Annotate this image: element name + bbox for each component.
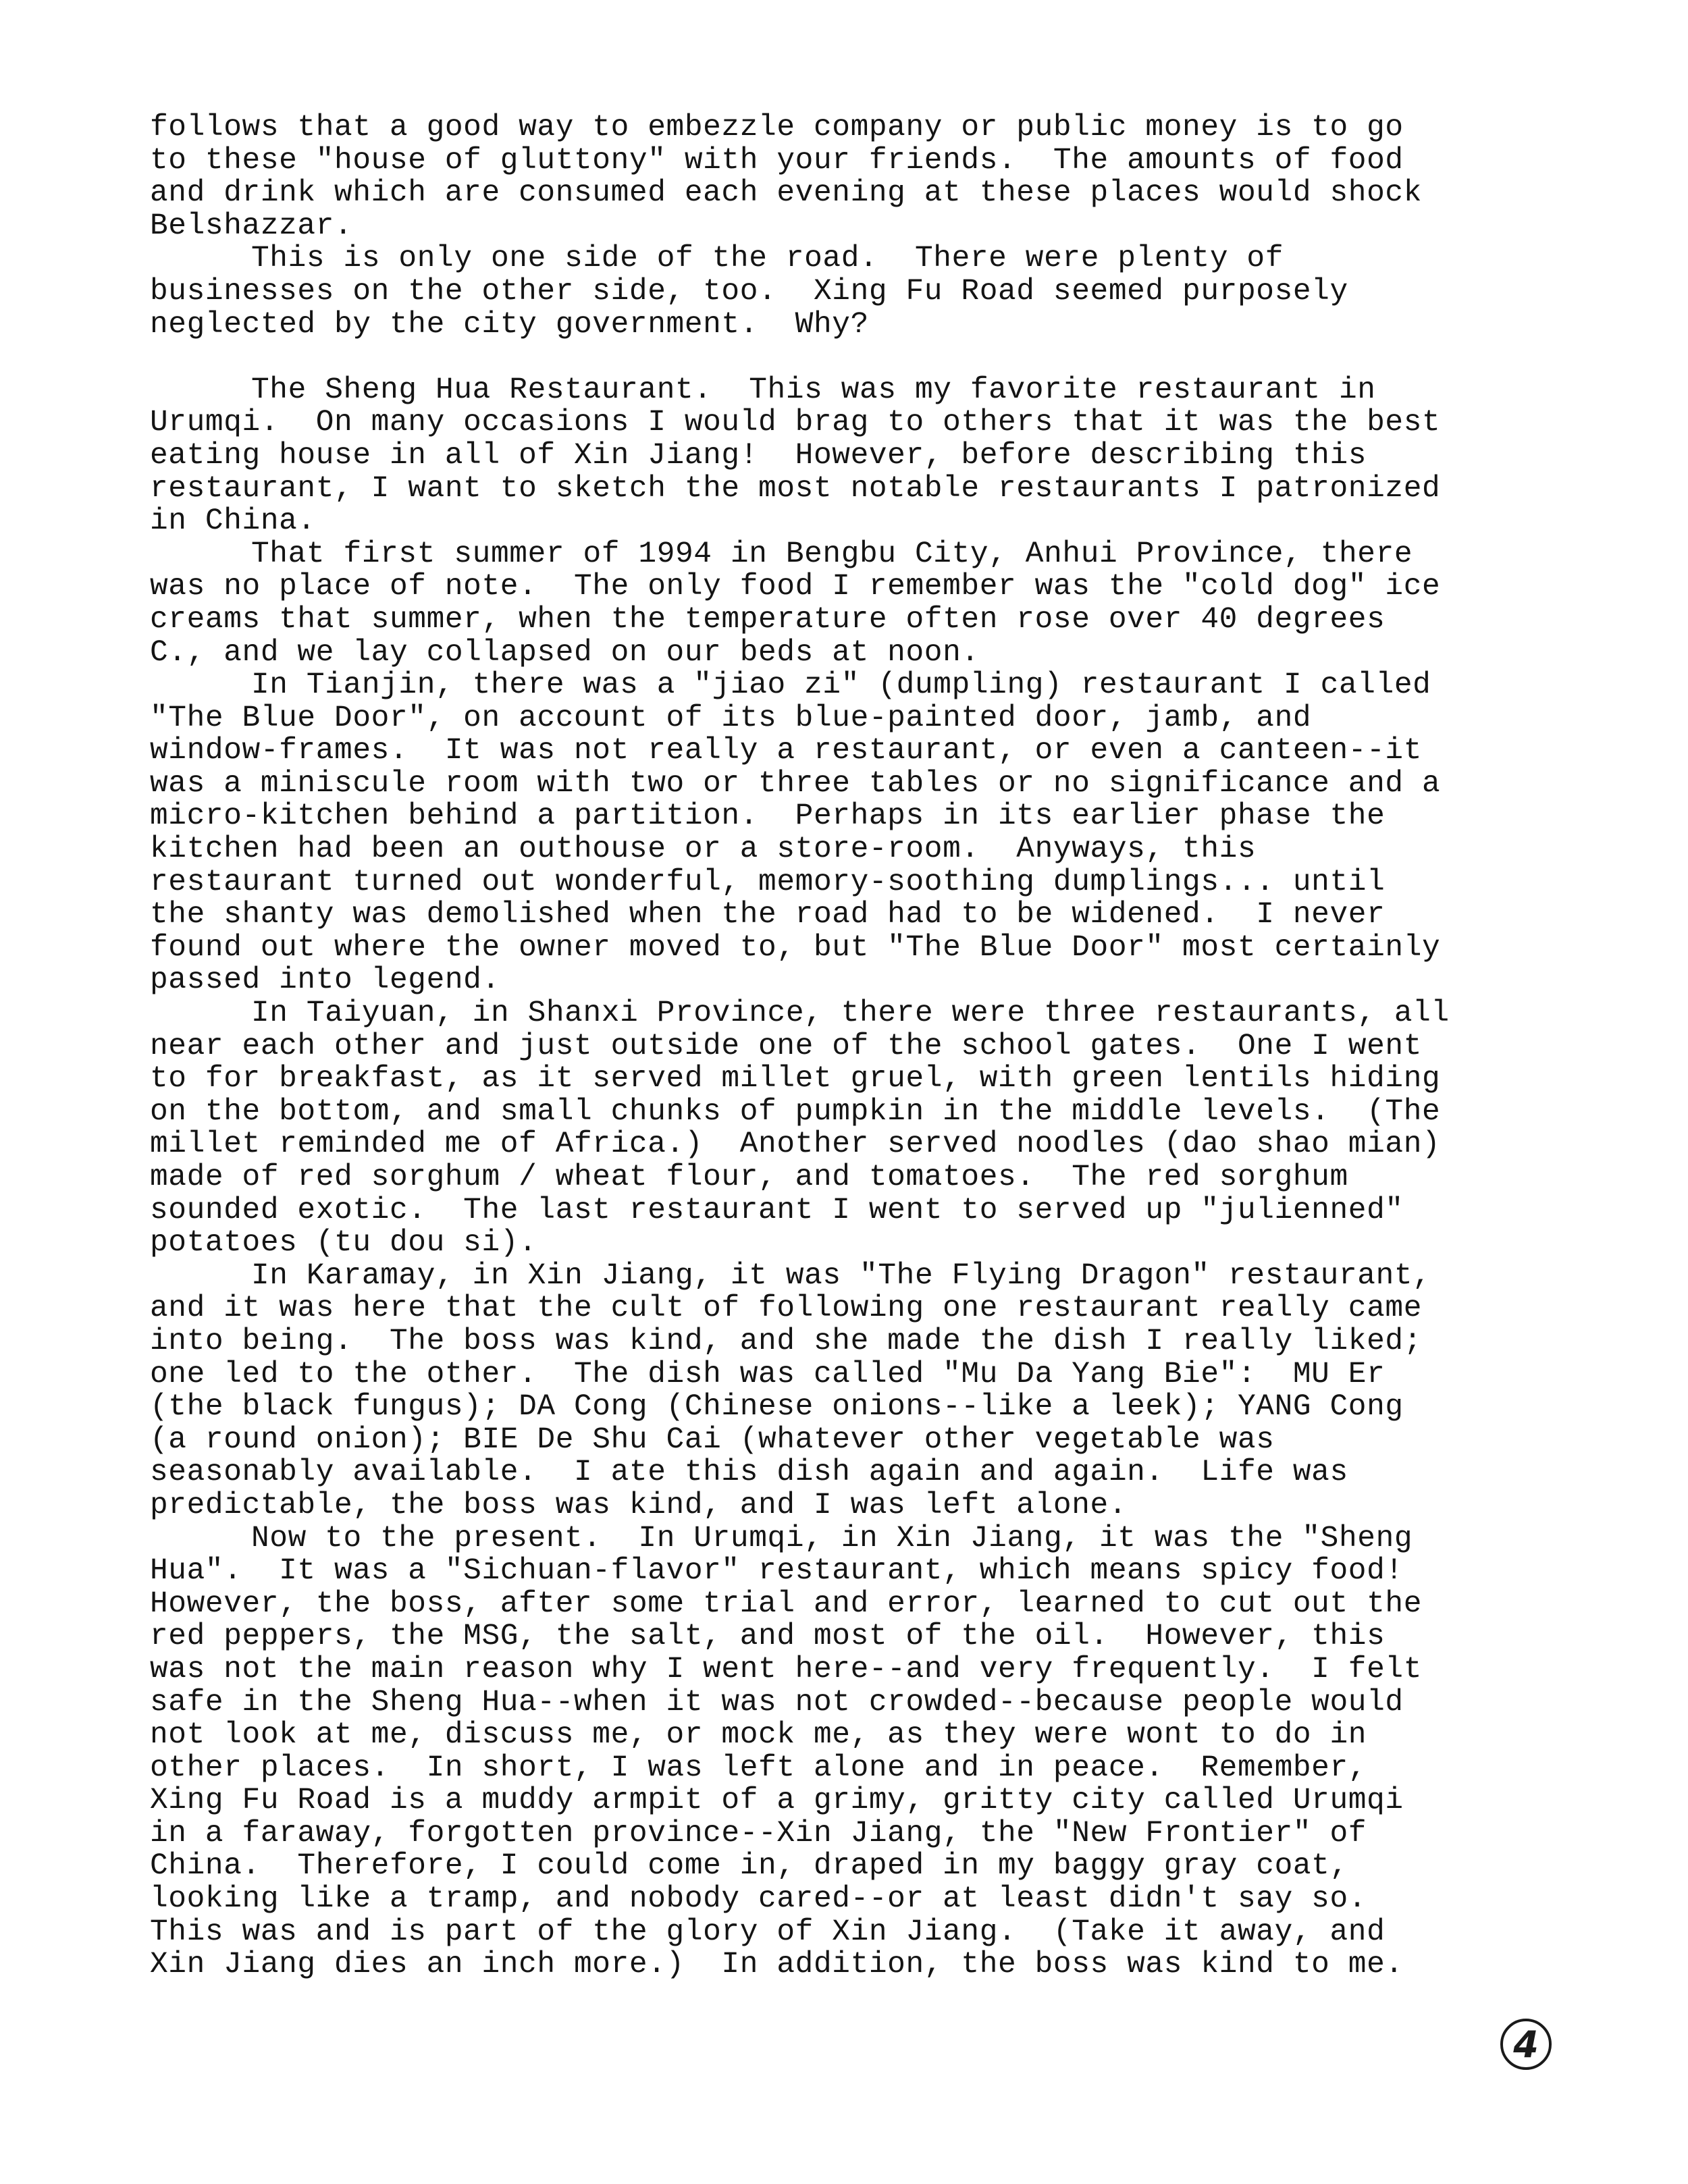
text-line: found out where the owner moved to, but "The Blue Door" most certainly — [150, 930, 1441, 965]
text-line: passed into legend. — [150, 963, 500, 998]
text-line: not look at me, discuss me, or mock me, as they were wont to do in — [150, 1718, 1367, 1753]
text-line: looking like a tramp, and nobody cared--or at least didn't say so. — [150, 1882, 1367, 1917]
text-line: In Tianjin, there was a "jiao zi" (dumpling) restaurant I called — [251, 668, 1431, 703]
text-line: businesses on the other side, too. Xing Fu Road seemed purposely — [150, 274, 1348, 309]
text-line: That first summer of 1994 in Bengbu City, Anhui Province, there — [251, 537, 1413, 571]
text-line: eating house in all of Xin Jiang! However, before describing this — [150, 438, 1367, 473]
text-line: Belshazzar. — [150, 209, 353, 243]
text-line: This was and is part of the glory of Xin Jiang. (Take it away, and — [150, 1915, 1386, 1949]
text-line: kitchen had been an outhouse or a store-room. Anyways, this — [150, 832, 1257, 867]
text-line: Hua". It was a "Sichuan-flavor" restaurant, which means spicy food! — [150, 1554, 1404, 1589]
text-line: Now to the present. In Urumqi, in Xin Jiang, it was the "Sheng — [251, 1521, 1413, 1555]
text-line: This is only one side of the road. There were plenty of — [251, 242, 1284, 276]
page-number: 4 — [1500, 2019, 1552, 2070]
text-line: into being. The boss was kind, and she made the dish I really liked; — [150, 1324, 1422, 1358]
text-line: (the black fungus); DA Cong (Chinese onions--like a leek); YANG Cong — [150, 1390, 1404, 1424]
text-line: was not the main reason why I went here--and very frequently. I felt — [150, 1652, 1422, 1686]
text-line: to for breakfast, as it served millet gruel, with green lentils hiding — [150, 1062, 1441, 1096]
text-line: micro-kitchen behind a partition. Perhaps in its earlier phase the — [150, 799, 1386, 834]
text-line: in a faraway, forgotten province--Xin Jiang, the "New Frontier" of — [150, 1816, 1367, 1850]
text-line: restaurant, I want to sketch the most notable restaurants I patronized — [150, 471, 1441, 506]
text-line: restaurant turned out wonderful, memory-soothing dumplings... until — [150, 865, 1386, 899]
text-line: (a round onion); BIE De Shu Cai (whatever other vegetable was — [150, 1422, 1275, 1457]
text-line: was a miniscule room with two or three tables or no significance and a — [150, 766, 1441, 801]
text-line: China. Therefore, I could come in, draped in my baggy gray coat, — [150, 1849, 1348, 1884]
text-line: millet reminded me of Africa.) Another served noodles (dao shao mian) — [150, 1127, 1441, 1162]
text-line: The Sheng Hua Restaurant. This was my favorite restaurant in — [251, 373, 1376, 407]
text-line: follows that a good way to embezzle company or public money is to go — [150, 111, 1404, 144]
text-line: seasonably available. I ate this dish again and again. Life was — [150, 1456, 1348, 1490]
text-line: made of red sorghum / wheat flour, and tomatoes. The red sorghum — [150, 1161, 1348, 1194]
text-line: Urumqi. On many occasions I would brag to others that it was the best — [150, 406, 1441, 440]
text-line: and drink which are consumed each evening at these places would shock — [150, 176, 1422, 211]
text-line: In Taiyuan, in Shanxi Province, there were three restaurants, all — [251, 996, 1450, 1031]
blank-line — [150, 341, 1602, 374]
text-line: window-frames. It was not really a restaurant, or even a canteen--it — [150, 734, 1422, 768]
body-text — [150, 111, 1602, 1981]
text-line: However, the boss, after some trial and error, learned to cut out the — [150, 1587, 1422, 1621]
text-line: In Karamay, in Xin Jiang, it was "The Flying Dragon" restaurant, — [251, 1258, 1431, 1293]
text-line: in China. — [150, 504, 316, 539]
text-line: potatoes (tu dou si). — [150, 1226, 537, 1260]
text-line: to these "house of gluttony" with your friends. The amounts of food — [150, 143, 1404, 178]
text-line: on the bottom, and small chunks of pumpkin in the middle levels. (The — [150, 1094, 1441, 1129]
text-line: C., and we lay collapsed on our beds at noon. — [150, 635, 980, 670]
text-line: one led to the other. The dish was called "Mu Da Yang Bie": MU Er — [150, 1357, 1386, 1391]
text-line: predictable, the boss was kind, and I was left alone. — [150, 1488, 1128, 1522]
text-line: neglected by the city government. Why? — [150, 307, 869, 342]
text-line: sounded exotic. The last restaurant I went to served up "julienned" — [150, 1193, 1404, 1227]
text-line: and it was here that the cult of following one restaurant really came — [150, 1291, 1422, 1326]
text-line: the shanty was demolished when the road had to be widened. I never — [150, 898, 1386, 932]
text-line: Xin Jiang dies an inch more.) In addition, the boss was kind to me. — [150, 1948, 1404, 1982]
text-line: red peppers, the MSG, the salt, and most of the oil. However, this — [150, 1620, 1386, 1654]
text-line: was no place of note. The only food I remember was the "cold dog" ice — [150, 570, 1441, 604]
text-line: other places. In short, I was left alone and in peace. Remember, — [150, 1751, 1367, 1785]
text-line: creams that summer, when the temperature often rose over 40 degrees — [150, 602, 1386, 637]
text-line: safe in the Sheng Hua--when it was not crowded--because people would — [150, 1685, 1404, 1720]
text-line: Xing Fu Road is a muddy armpit of a grimy, gritty city called Urumqi — [150, 1784, 1404, 1818]
text-line: "The Blue Door", on account of its blue-painted door, jamb, and — [150, 701, 1312, 735]
text-line: near each other and just outside one of the school gates. One I went — [150, 1029, 1422, 1063]
